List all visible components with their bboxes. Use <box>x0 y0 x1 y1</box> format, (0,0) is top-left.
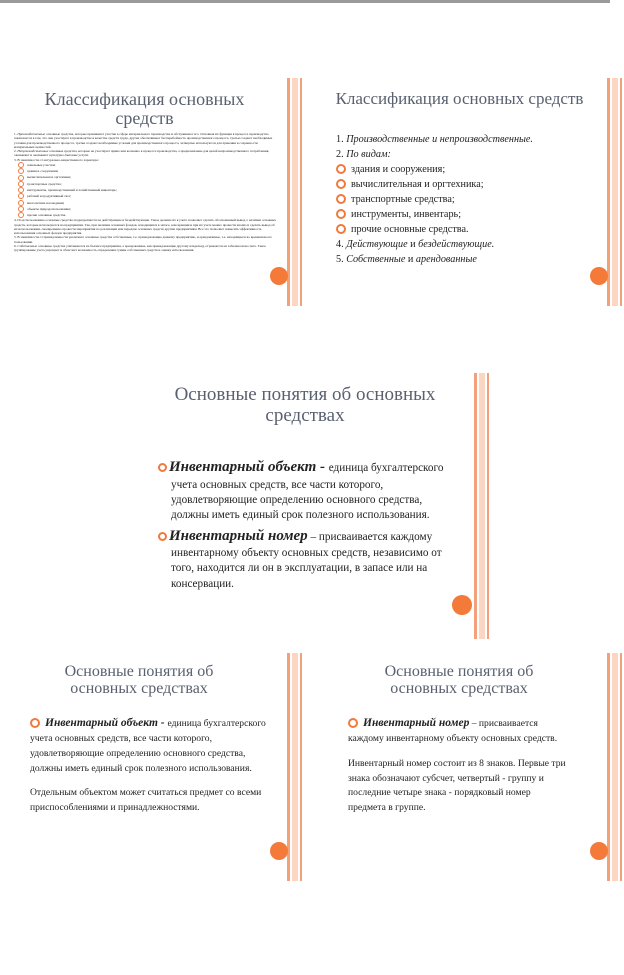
list-item: 1. Производственные и непроизводственные. <box>336 134 533 145</box>
bullet-icon <box>30 718 40 728</box>
slide-title: Основные понятия об основных средствах <box>174 384 436 426</box>
list-item: транспортные средства; <box>336 193 604 208</box>
list-item: многолетние насаждения; <box>18 200 276 206</box>
slide-decor-stripes <box>474 373 490 639</box>
slide-1 <box>0 78 305 306</box>
slide-body <box>336 133 604 268</box>
list-item: вычислительная и оргтехника; <box>336 178 604 193</box>
list-item: 4. По использованию основные средства подразделяются на действующие и бездействующие. Такое деление их в учете позволяет сделать обоснованный вывод о наличии основных средств, которые используются на предприятии. Так, при наличии основных фондов, находящихся в запасе, консервации и при их учете можно провести анализ и сделать вывод об их использовании, своевременно провести мероприятия по реализации или передаче основных средств другим предприятиям. Все это позволяет повысить эффективность использования основных фондов предприятия. <box>14 218 277 236</box>
list-item: 3. В зависимости от натурально-вещественного характера: <box>14 157 99 162</box>
list-item: 4. Действующие и бездействующие. <box>336 238 495 250</box>
list-item: Инвентарный объект - единица бухгалтерского учета основных средств, все части которого, удовлетворяющие определению основного средства, должны иметь единый срок полезного использования. <box>30 717 266 774</box>
bullet-icon <box>336 209 346 219</box>
list-item: 2. Непроизводственные основные средства, которые не участвуют прямо или косвенно в процессе производства, а предназначены для целей непроизводственного потребления, оказывают и оказывают культурно-бытовые услуги. <box>14 149 270 158</box>
slide-decor-dot <box>270 842 288 860</box>
list-item: здания и сооружения; <box>18 168 276 174</box>
slide-title: Основные понятия об основных средствах <box>64 663 214 698</box>
slide-decor-dot <box>452 595 472 615</box>
slide-decor-dot <box>590 842 608 860</box>
slide-2 <box>320 78 624 306</box>
bullet-icon <box>336 194 346 204</box>
bullet-icon <box>348 718 358 728</box>
bullet-icon <box>158 532 167 541</box>
slide-body <box>14 132 276 252</box>
paragraph: Отдельным объектом может считаться предмет со всеми приспособлениями и принадлежностями. <box>30 787 262 813</box>
slide-decor-dot <box>590 267 608 285</box>
list-item: 1. Производственные основные средства, которые принимают участие в сфере материального производства и обслуживают его. Основная их функция в процессе производства заключается в том, что они участвуют в производстве в качестве средств труда, другие обеспечивают бесперебойность производственного процесса, третьи создают необходимые условия для производственного процесса, третьи создают необходимые условия для производственного процесса, четвертые используются для хранения и сохранности материальных ценностей. <box>14 132 273 149</box>
bullet-icon <box>336 179 346 189</box>
slide-decor-stripes <box>607 78 623 306</box>
slide-title: Основные понятия об основных средствах <box>384 663 534 698</box>
bullet-icon <box>336 164 346 174</box>
list-item: 2. По видам: <box>336 148 391 160</box>
page-top-border <box>0 0 610 3</box>
slide-decor-stripes <box>287 78 303 306</box>
bullet-icon <box>158 463 167 472</box>
list-item: инструменты, инвентарь; <box>336 208 604 223</box>
list-item: Инвентарный объект - единица бухгалтерского учета основных средств, все части которого, удовлетворяющие определению основного средства, должны иметь единый срок полезного использования. <box>158 457 454 524</box>
slide-body <box>348 715 570 815</box>
slide-body <box>30 715 270 815</box>
list-item: прочие основные средства. <box>336 223 604 238</box>
list-item: прочие основные средства. <box>18 212 276 218</box>
list-item: вычислительная и оргтехника; <box>18 174 276 180</box>
bullet-icon <box>336 224 346 234</box>
slide-decor-stripes <box>607 653 623 881</box>
slide-decor-dot <box>270 267 288 285</box>
list-item: инструменты, производственный и хозяйственный инвентарь; <box>18 187 276 193</box>
paragraph: Инвентарный номер состоит из 8 знаков. Первые три знака обозначают субсчет, четвертый - группу и последние четыре знака - порядковый номер предмета в группе. <box>348 758 566 813</box>
slide-body <box>158 457 454 592</box>
list-item: 6. Собственные основные средства учитываются на балансе предприятия, а арендованные, как принадлежащие другому владельцу, отражаются на забалансовом счете. Такое группирование учета упрощает и облегчает возможность определения суммы собственных средств и оценку использования. <box>14 243 266 253</box>
slide-title: Классификация основных средств <box>44 89 245 129</box>
list-item: 5. В зависимости от принадлежности различают основные средства собственные, т.е. принадлежащие данному предприятию, и арендованные, т.е. находящиеся во временном его пользовании. <box>14 235 272 244</box>
list-item: Инвентарный номер – присваивается каждому инвентарному объекту основных средств, независимо от того, находится ли он в эксплуатации, в запасе или на консервации. <box>158 526 454 593</box>
slide-title: Классификация основных средств <box>335 89 584 108</box>
list-item: земельные участки; <box>18 162 276 168</box>
sub-list <box>18 162 276 219</box>
list-item: Инвентарный номер – присваивается каждому инвентарному объекту основных средств. <box>348 717 558 745</box>
slide-4 <box>0 653 305 881</box>
list-item: здания и сооружения; <box>336 163 604 178</box>
slide-5 <box>320 653 624 881</box>
list-item: транспортные средства; <box>18 181 276 187</box>
list-item: объекты природопользования; <box>18 206 276 212</box>
list-item: 5. Собственные и арендованные <box>336 253 477 265</box>
slide-decor-stripes <box>287 653 303 881</box>
slide-3 <box>138 373 490 639</box>
list-item: рабочий и продуктивный скот; <box>18 193 276 199</box>
